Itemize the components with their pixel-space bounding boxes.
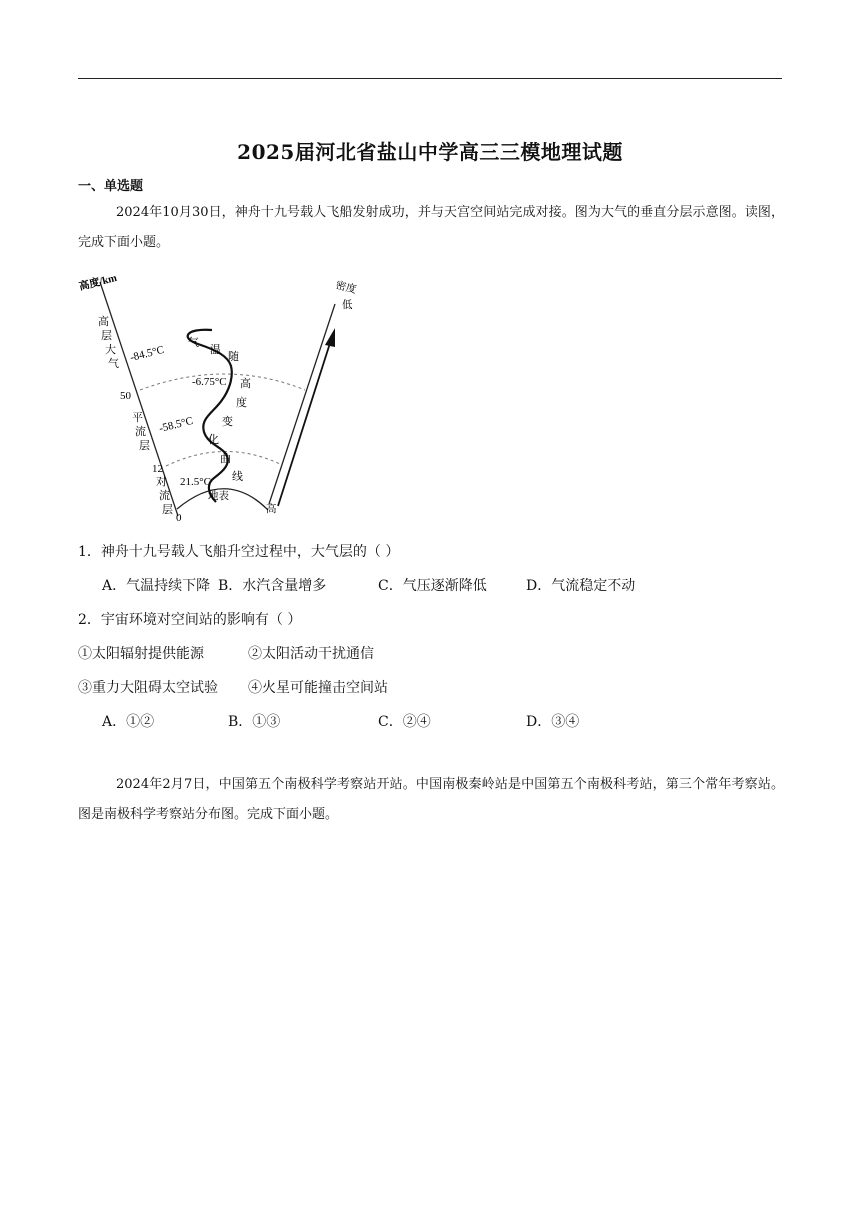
- svg-text:曲: 曲: [220, 453, 231, 465]
- q2-item-3: ③重力大阻碍太空试验: [78, 680, 218, 696]
- atmosphere-layer-diagram: [76, 268, 376, 524]
- section-heading: 一、单选题: [78, 179, 144, 194]
- svg-text:平: 平: [132, 412, 143, 424]
- svg-text:高: 高: [98, 316, 109, 328]
- question-1-stem: 1．神舟十九号载人飞船升空过程中，大气层的（ ）: [78, 544, 400, 560]
- temp-stratopause: -6.75°C: [192, 376, 227, 388]
- q2-item-4: ④火星可能撞击空间站: [248, 680, 388, 696]
- q1-option-b[interactable]: B．水汽含量增多: [218, 578, 327, 594]
- svg-text:大: 大: [105, 344, 116, 356]
- height-12: 12: [152, 463, 163, 475]
- q1-option-c[interactable]: C．气压逐渐降低: [378, 578, 487, 594]
- height-0: 0: [176, 512, 182, 524]
- temp-surface: 21.5°C: [180, 476, 211, 488]
- q2-option-b[interactable]: B．①③: [228, 714, 281, 730]
- q2-option-d[interactable]: D．③④: [526, 714, 580, 730]
- page-title: 2025届河北省盐山中学高三三模地理试题: [237, 140, 623, 164]
- q1-option-d[interactable]: D．气流稳定不动: [526, 578, 636, 594]
- svg-text:气: 气: [188, 337, 199, 349]
- height-axis-label: 高度/km: [78, 272, 119, 293]
- svg-text:度: 度: [236, 397, 247, 409]
- header-rule: [78, 78, 782, 79]
- density-axis-line: [269, 304, 335, 504]
- intro-paragraph-2: 2024年2月7日，中国第五个南极科学考察站开站。中国南极秦岭站是中国第五个南极科考站，第三个常年考察站。图是南极科学考察站分布图。完成下面小题。: [78, 777, 784, 822]
- svg-text:化: 化: [208, 434, 219, 446]
- intro-paragraph-1: 2024年10月30日，神舟十九号载人飞船发射成功，并与天宫空间站完成对接。图为大气的垂直分层示意图。读图，完成下面小题。: [78, 205, 784, 250]
- q2-item-1: ①太阳辐射提供能源: [78, 646, 204, 662]
- curve-label: [188, 335, 251, 483]
- question-2-stem: 2．宇宙环境对空间站的影响有（ ）: [78, 612, 302, 628]
- svg-text:流: 流: [159, 490, 170, 502]
- density-label: 密度: [334, 280, 358, 296]
- svg-text:随: 随: [228, 351, 239, 363]
- svg-text:高: 高: [240, 378, 251, 390]
- temp-upper: -84.5°C: [128, 343, 166, 364]
- layer-upper-atmosphere: [98, 314, 119, 370]
- q1-option-a[interactable]: A．气温持续下降: [102, 578, 211, 594]
- svg-text:层: 层: [139, 440, 150, 452]
- svg-text:对: 对: [156, 476, 167, 488]
- svg-text:流: 流: [135, 426, 146, 438]
- layer-stratosphere: [132, 411, 150, 452]
- svg-text:线: 线: [232, 471, 243, 483]
- q2-item-2: ②太阳活动干扰通信: [248, 646, 374, 662]
- svg-text:温: 温: [210, 344, 221, 356]
- ground-label: 地表: [208, 491, 229, 502]
- height-50: 50: [120, 390, 131, 402]
- svg-text:层: 层: [162, 504, 173, 516]
- svg-text:气: 气: [108, 358, 119, 370]
- density-low-label: 低: [342, 300, 353, 311]
- svg-text:层: 层: [101, 330, 112, 342]
- density-high-label: 高: [266, 504, 277, 515]
- temp-tropopause: -58.5°C: [157, 414, 195, 435]
- q2-option-c[interactable]: C．②④: [378, 714, 431, 730]
- q2-option-a[interactable]: A．①②: [102, 714, 155, 730]
- svg-text:变: 变: [222, 416, 233, 428]
- density-arrow: [278, 340, 331, 506]
